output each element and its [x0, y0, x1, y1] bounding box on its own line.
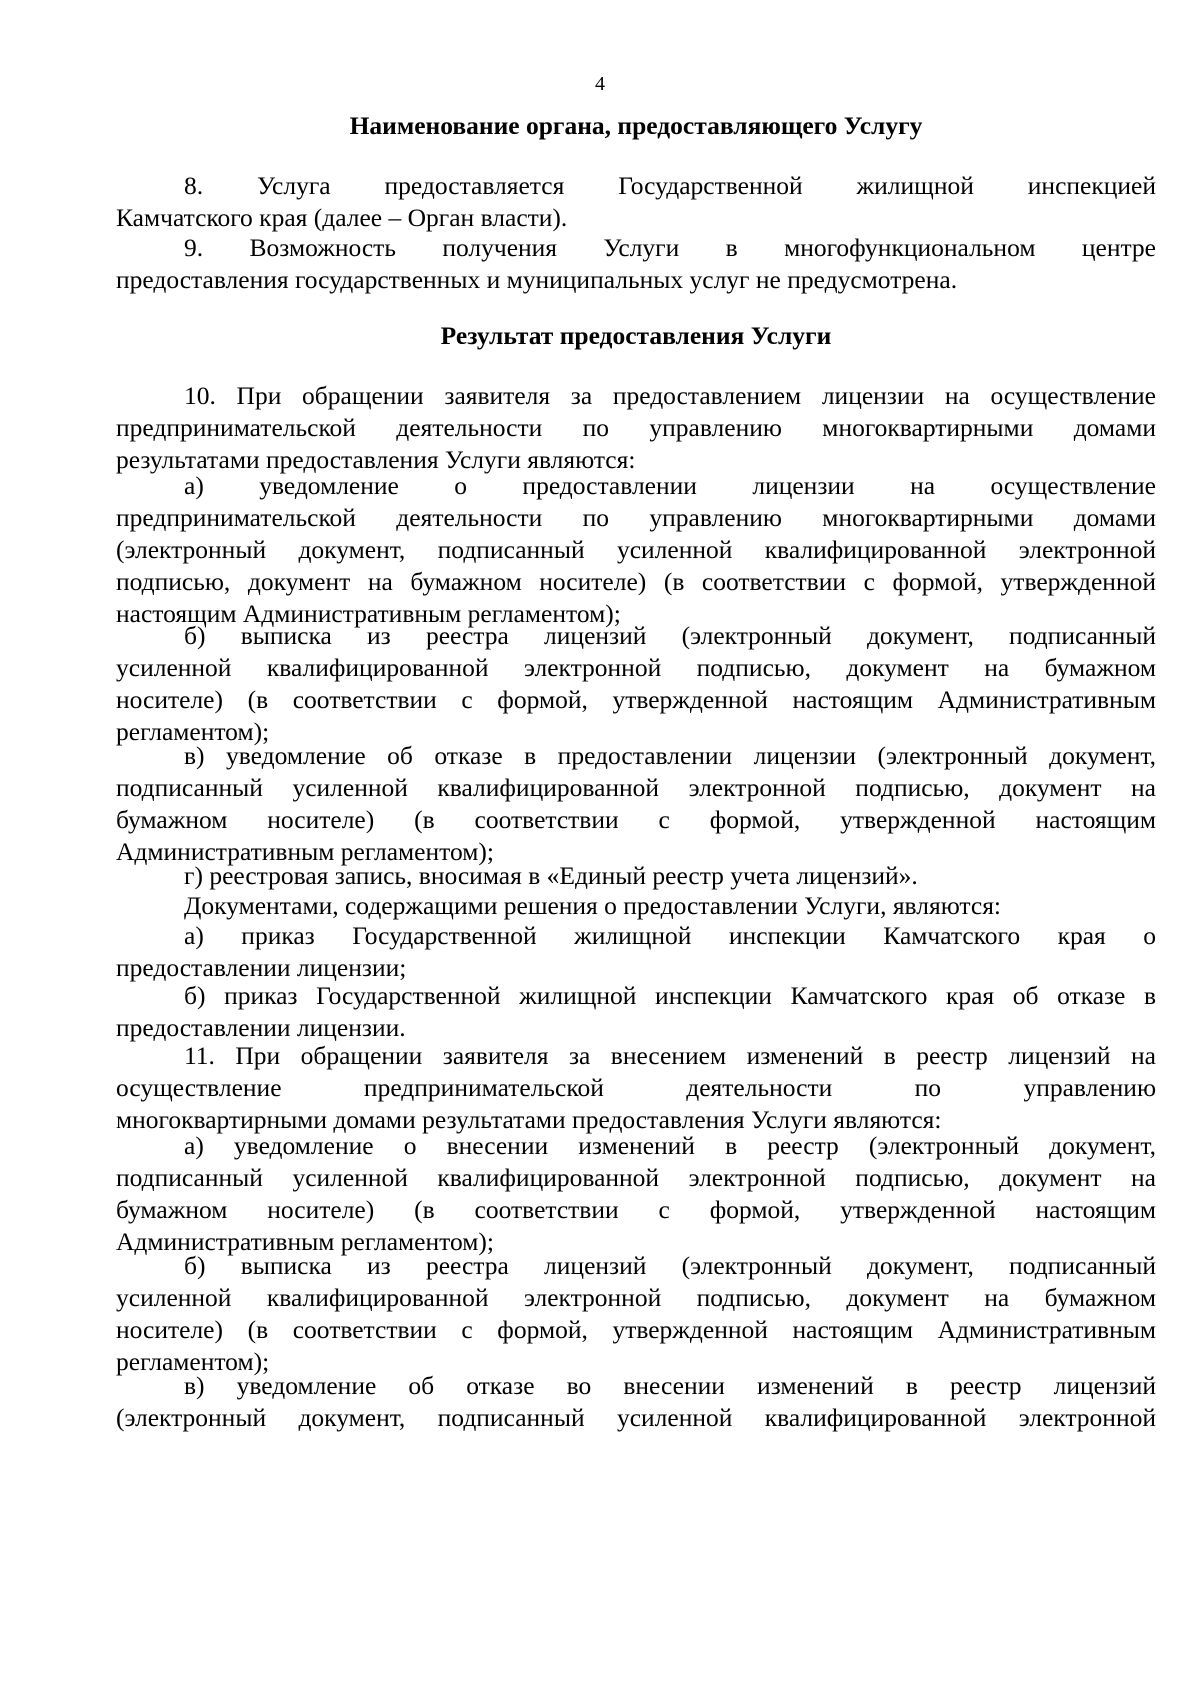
paragraph-10 [116, 380, 1156, 476]
text-line: бумажном носителе) (в соответствии с формой, утвержденной настоящим [116, 805, 1156, 834]
paragraph-11-a [116, 1130, 1156, 1258]
paragraph-10-b [116, 620, 1156, 748]
text-line: носителе) (в соответствии с формой, утвержденной настоящим Административным [116, 685, 1156, 714]
paragraph-11 [116, 1040, 1156, 1136]
text-line: (электронный документ, подписанный усиленной квалифицированной электронной [116, 535, 1156, 564]
text-line: Камчатского края (далее – Орган власти). [116, 203, 568, 232]
text-line: носителе) (в соответствии с формой, утвержденной настоящим Административным [116, 1315, 1156, 1344]
text-line: предоставлении лицензии; [116, 953, 407, 982]
text-line: (электронный документ, подписанный усиленной квалифицированной электронной [116, 1403, 1156, 1432]
text-line: результатами предоставления Услуги являются: [116, 445, 636, 474]
paragraph-9 [116, 232, 1156, 296]
text-line: осуществление предпринимательской деятельности по управлению [116, 1073, 1156, 1102]
text-line: б) выписка из реестра лицензий (электронный документ, подписанный [184, 621, 1156, 650]
text-line: 9. Возможность получения Услуги в многофункциональном центре [184, 233, 1156, 262]
text-line: подписанный усиленной квалифицированной электронной подписью, документ на [116, 1163, 1156, 1192]
text-line: регламентом); [116, 1347, 270, 1376]
section-heading-authority: Наименование органа, предоставляющего Услугу [349, 111, 923, 140]
text-line: предпринимательской деятельности по управлению многоквартирными домами [116, 503, 1156, 532]
paragraph-10-a [116, 470, 1156, 630]
paragraph-decisions-b [116, 980, 1156, 1044]
text-line: 8. Услуга предоставляется Государственной жилищной инспекцией [184, 171, 1156, 200]
text-line: настоящим Административным регламентом); [116, 599, 621, 628]
text-line: в) уведомление об отказе в предоставлении лицензии (электронный документ, [184, 741, 1156, 770]
text-line: б) выписка из реестра лицензий (электронный документ, подписанный [184, 1251, 1156, 1280]
text-line: 11. При обращении заявителя за внесением изменений в реестр лицензий на [184, 1041, 1156, 1070]
text-line: предоставлении лицензии. [116, 1013, 406, 1042]
text-line: бумажном носителе) (в соответствии с формой, утвержденной настоящим [116, 1195, 1156, 1224]
text-line: а) приказ Государственной жилищной инспекции Камчатского края о [184, 921, 1156, 950]
paragraph-decisions [116, 890, 1156, 922]
text-line: усиленной квалифицированной электронной подписью, документ на бумажном [116, 1283, 1156, 1312]
text-line: подписью, документ на бумажном носителе) (в соответствии с формой, утвержденной [116, 567, 1156, 596]
paragraph-decisions-a [116, 920, 1156, 984]
text-line: а) уведомление о предоставлении лицензии на осуществление [184, 471, 1156, 500]
page-number: 4 [595, 73, 605, 95]
text-line: многоквартирными домами результатами предоставления Услуги являются: [116, 1105, 942, 1134]
text-line: Документами, содержащими решения о предоставлении Услуги, являются: [184, 891, 1002, 920]
text-line: г) реестровая запись, вносимая в «Единый реестр учета лицензий». [184, 861, 918, 890]
text-line: предпринимательской деятельности по управлению многоквартирными домами [116, 413, 1156, 442]
text-line: предоставления государственных и муниципальных услуг не предусмотрена. [116, 265, 958, 294]
text-line: регламентом); [116, 717, 270, 746]
paragraph-8 [116, 170, 1156, 234]
paragraph-11-v [116, 1370, 1156, 1434]
text-line: усиленной квалифицированной электронной подписью, документ на бумажном [116, 653, 1156, 682]
paragraph-10-g [116, 860, 1156, 892]
text-line: а) уведомление о внесении изменений в реестр (электронный документ, [184, 1131, 1156, 1160]
text-line: б) приказ Государственной жилищной инспекции Камчатского края об отказе в [184, 981, 1156, 1010]
text-line: 10. При обращении заявителя за предоставлением лицензии на осуществление [184, 381, 1156, 410]
text-line: подписанный усиленной квалифицированной электронной подписью, документ на [116, 773, 1156, 802]
section-heading-result: Результат предоставления Услуги [440, 321, 832, 350]
text-line: Административным регламентом); [116, 1227, 494, 1256]
text-line: в) уведомление об отказе во внесении изменений в реестр лицензий [184, 1371, 1156, 1400]
paragraph-11-b [116, 1250, 1156, 1378]
paragraph-10-v [116, 740, 1156, 868]
text-line: Административным регламентом); [116, 837, 494, 866]
